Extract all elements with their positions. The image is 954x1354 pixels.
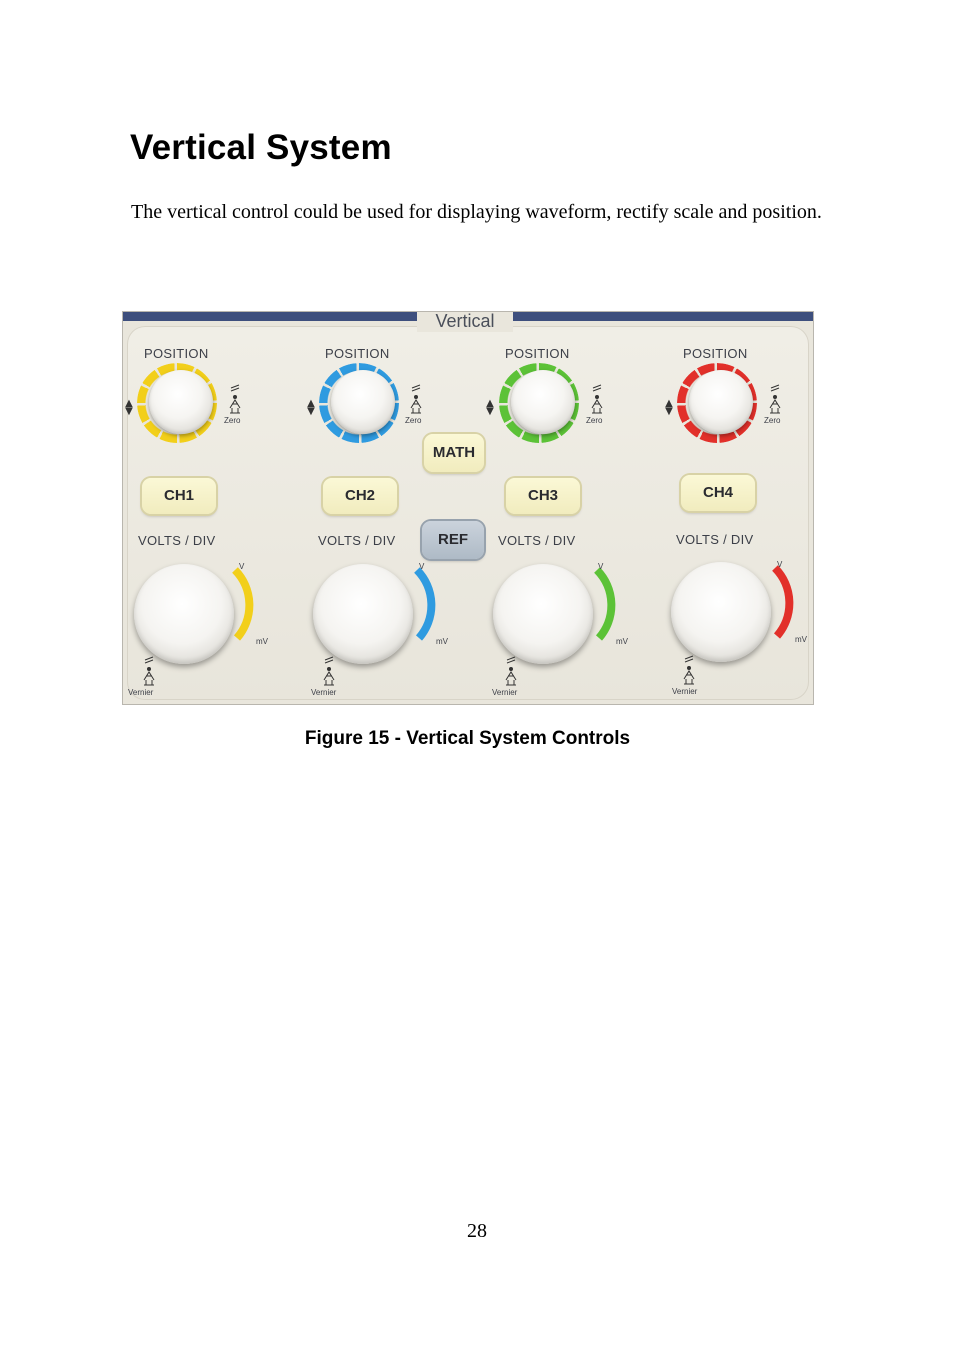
intro-paragraph: The vertical control could be used for displaying waveform, rectify scale and position.: [131, 201, 822, 223]
mv-label: mV: [795, 635, 807, 644]
volts-div-knob[interactable]: [313, 564, 413, 664]
zero-push-icon: [227, 384, 243, 416]
volts-div-knob[interactable]: [134, 564, 234, 664]
zero-label: Zero: [764, 416, 781, 425]
volts-div-knob[interactable]: [493, 564, 593, 664]
v-label: V: [777, 560, 783, 569]
position-label: POSITION: [144, 346, 209, 361]
ch2-button[interactable]: CH2: [323, 478, 397, 514]
vernier-label: Vernier: [672, 687, 698, 696]
position-knob[interactable]: [689, 370, 753, 434]
position-knob[interactable]: [511, 370, 575, 434]
ch4-button[interactable]: CH4: [681, 475, 755, 511]
ref-button[interactable]: REF: [422, 521, 484, 559]
vernier-push-icon: [141, 656, 157, 688]
mv-label: mV: [256, 637, 268, 646]
figure-caption: Figure 15 - Vertical System Controls: [304, 728, 631, 749]
vertical-control-panel: [122, 311, 814, 705]
page-number: 28: [467, 1220, 487, 1242]
vernier-label: Vernier: [492, 688, 518, 697]
v-label: V: [419, 562, 425, 571]
v-label: V: [598, 562, 604, 571]
zero-label: Zero: [405, 416, 422, 425]
zero-push-icon: [589, 384, 605, 416]
position-label: POSITION: [505, 346, 570, 361]
mv-label: mV: [616, 637, 628, 646]
ch3-button[interactable]: CH3: [506, 478, 580, 514]
zero-push-icon: [767, 384, 783, 416]
mv-label: mV: [436, 637, 448, 646]
math-button[interactable]: MATH: [424, 434, 484, 472]
volts-div-label: VOLTS / DIV: [676, 532, 754, 547]
volts-div-label: VOLTS / DIV: [498, 533, 576, 548]
position-label: POSITION: [325, 346, 390, 361]
updown-arrow-icon: ▲ ▼: [486, 398, 494, 417]
updown-arrow-icon: ▲ ▼: [125, 398, 133, 417]
zero-label: Zero: [586, 416, 603, 425]
panel-title: Vertical: [417, 311, 513, 332]
volts-div-label: VOLTS / DIV: [138, 533, 216, 548]
updown-arrow-icon: ▲ ▼: [307, 398, 315, 417]
position-knob[interactable]: [149, 370, 213, 434]
ch1-button[interactable]: CH1: [142, 478, 216, 514]
vernier-push-icon: [321, 656, 337, 688]
position-label: POSITION: [683, 346, 748, 361]
vernier-label: Vernier: [128, 688, 154, 697]
position-knob[interactable]: [331, 370, 395, 434]
zero-label: Zero: [224, 416, 241, 425]
vernier-push-icon: [681, 655, 697, 687]
vernier-push-icon: [503, 656, 519, 688]
volts-div-knob[interactable]: [671, 562, 771, 662]
updown-arrow-icon: ▲ ▼: [665, 398, 673, 417]
volts-div-label: VOLTS / DIV: [318, 533, 396, 548]
section-heading: Vertical System: [130, 128, 392, 167]
zero-push-icon: [408, 384, 424, 416]
vernier-label: Vernier: [311, 688, 337, 697]
v-label: V: [239, 562, 245, 571]
